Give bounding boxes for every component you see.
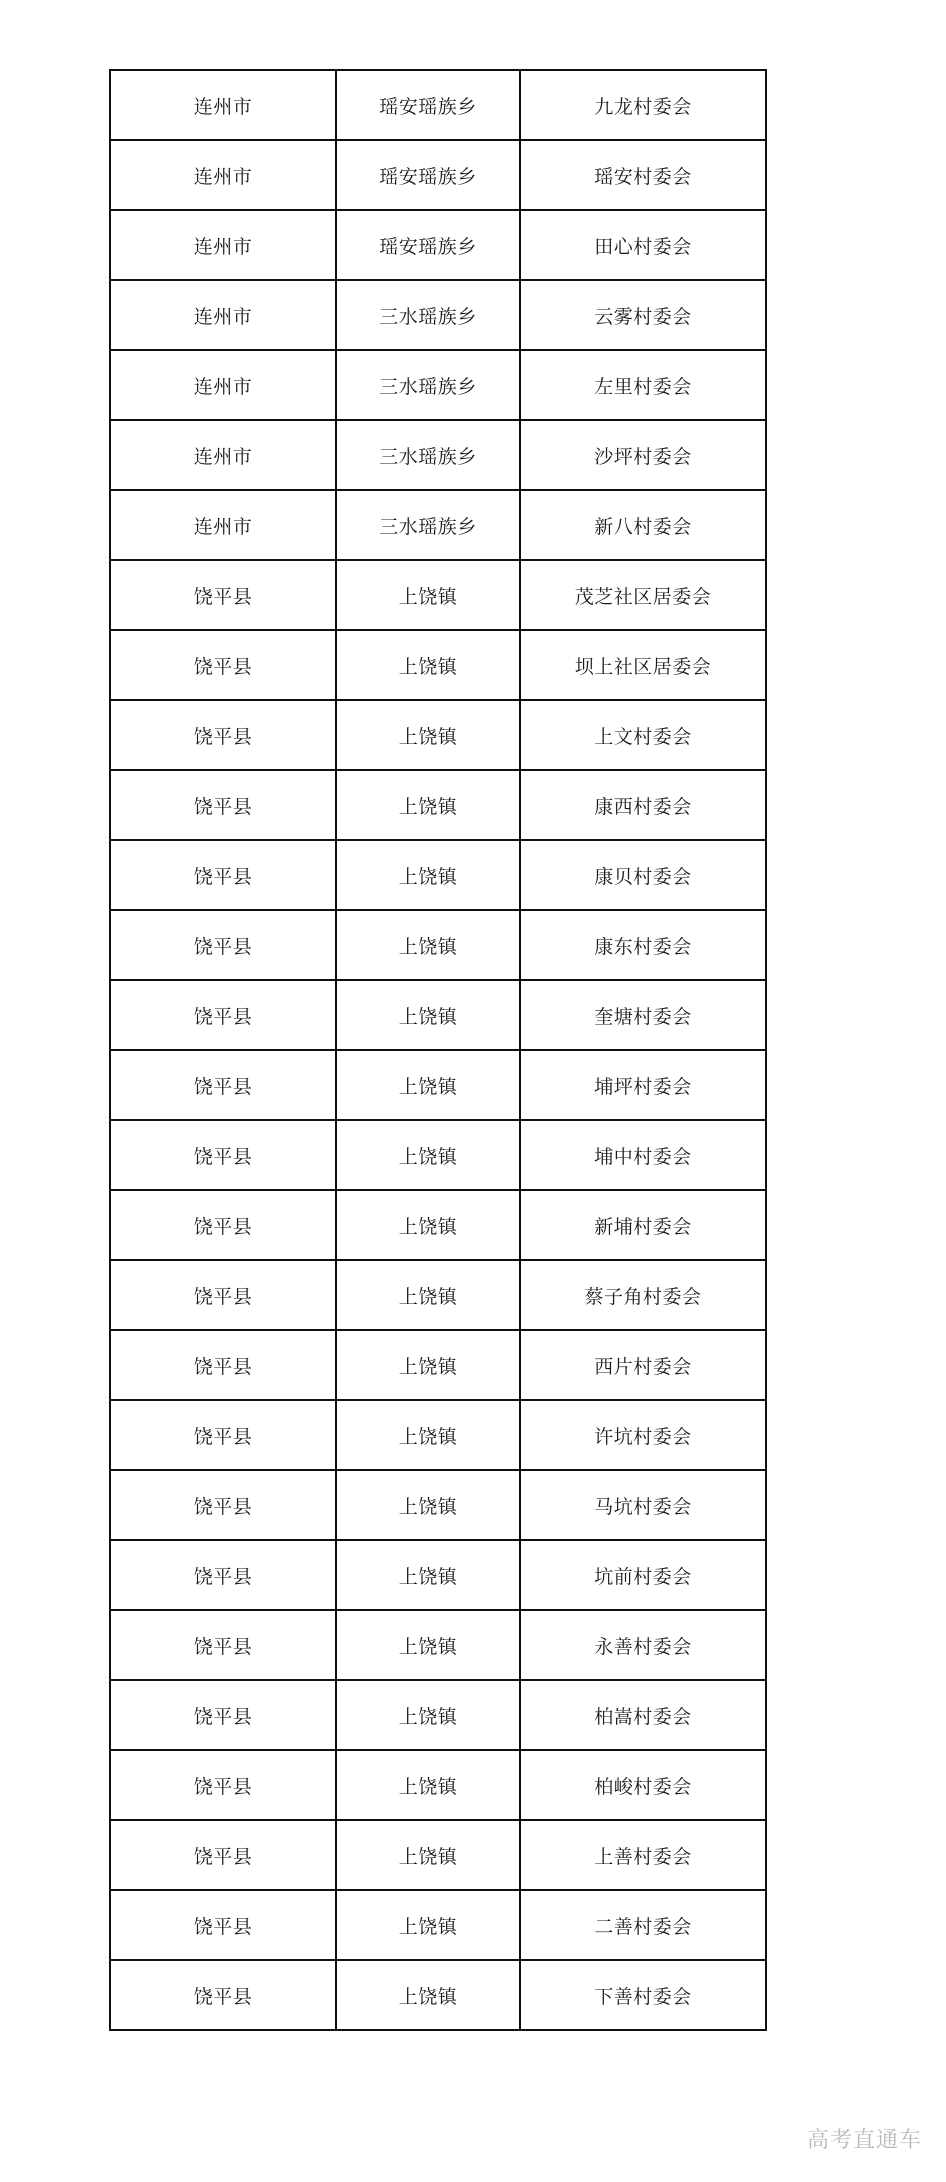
town-cell: 三水瑶族乡	[336, 350, 520, 420]
table-row	[110, 1400, 766, 1470]
town-cell: 上饶镇	[336, 1400, 520, 1470]
committee-cell: 上文村委会	[520, 700, 766, 770]
table-row	[110, 980, 766, 1050]
committee-cell: 柏峻村委会	[520, 1750, 766, 1820]
city-cell: 饶平县	[110, 1960, 336, 2030]
committee-cell: 马坑村委会	[520, 1470, 766, 1540]
city-cell: 饶平县	[110, 1890, 336, 1960]
city-cell: 饶平县	[110, 840, 336, 910]
committee-cell: 左里村委会	[520, 350, 766, 420]
town-cell: 瑶安瑶族乡	[336, 210, 520, 280]
committee-cell: 茂芝社区居委会	[520, 560, 766, 630]
town-cell: 上饶镇	[336, 1820, 520, 1890]
committee-cell: 埔中村委会	[520, 1120, 766, 1190]
table-row	[110, 1960, 766, 2030]
town-cell: 上饶镇	[336, 770, 520, 840]
city-cell: 饶平县	[110, 770, 336, 840]
table-body	[110, 70, 766, 2030]
table-row	[110, 700, 766, 770]
committee-cell: 下善村委会	[520, 1960, 766, 2030]
table-row	[110, 210, 766, 280]
table-row	[110, 1120, 766, 1190]
committee-cell: 柏嵩村委会	[520, 1680, 766, 1750]
committee-table	[109, 69, 767, 2031]
table-row	[110, 770, 766, 840]
table-row	[110, 1820, 766, 1890]
table-row	[110, 1610, 766, 1680]
city-cell: 饶平县	[110, 1680, 336, 1750]
table-row	[110, 1890, 766, 1960]
town-cell: 上饶镇	[336, 1540, 520, 1610]
town-cell: 上饶镇	[336, 1750, 520, 1820]
committee-cell: 埔坪村委会	[520, 1050, 766, 1120]
committee-cell: 奎塘村委会	[520, 980, 766, 1050]
town-cell: 上饶镇	[336, 840, 520, 910]
city-cell: 饶平县	[110, 1120, 336, 1190]
town-cell: 瑶安瑶族乡	[336, 140, 520, 210]
city-cell: 饶平县	[110, 1820, 336, 1890]
table-row	[110, 910, 766, 980]
town-cell: 三水瑶族乡	[336, 490, 520, 560]
committee-cell: 上善村委会	[520, 1820, 766, 1890]
city-cell: 连州市	[110, 420, 336, 490]
table-row	[110, 1330, 766, 1400]
committee-cell: 坑前村委会	[520, 1540, 766, 1610]
table-row	[110, 1190, 766, 1260]
town-cell: 上饶镇	[336, 630, 520, 700]
table-row	[110, 1470, 766, 1540]
table-row	[110, 140, 766, 210]
town-cell: 上饶镇	[336, 1330, 520, 1400]
committee-cell: 新埔村委会	[520, 1190, 766, 1260]
city-cell: 饶平县	[110, 910, 336, 980]
city-cell: 连州市	[110, 490, 336, 560]
table-row	[110, 1260, 766, 1330]
town-cell: 上饶镇	[336, 1190, 520, 1260]
table-row	[110, 1750, 766, 1820]
city-cell: 饶平县	[110, 1330, 336, 1400]
city-cell: 饶平县	[110, 630, 336, 700]
committee-cell: 沙坪村委会	[520, 420, 766, 490]
town-cell: 上饶镇	[336, 700, 520, 770]
city-cell: 饶平县	[110, 1050, 336, 1120]
table-row	[110, 560, 766, 630]
city-cell: 饶平县	[110, 1610, 336, 1680]
city-cell: 饶平县	[110, 1750, 336, 1820]
town-cell: 上饶镇	[336, 560, 520, 630]
watermark-text: 高考直通车	[806, 2128, 922, 2153]
city-cell: 连州市	[110, 280, 336, 350]
table-row	[110, 350, 766, 420]
committee-cell: 新八村委会	[520, 490, 766, 560]
committee-cell: 康贝村委会	[520, 840, 766, 910]
committee-cell: 西片村委会	[520, 1330, 766, 1400]
city-cell: 饶平县	[110, 1540, 336, 1610]
table-row	[110, 280, 766, 350]
city-cell: 连州市	[110, 210, 336, 280]
town-cell: 瑶安瑶族乡	[336, 70, 520, 140]
committee-cell: 瑶安村委会	[520, 140, 766, 210]
city-cell: 饶平县	[110, 700, 336, 770]
city-cell: 连州市	[110, 350, 336, 420]
committee-cell: 田心村委会	[520, 210, 766, 280]
table-row	[110, 1680, 766, 1750]
town-cell: 上饶镇	[336, 1470, 520, 1540]
table-row	[110, 420, 766, 490]
city-cell: 饶平县	[110, 1400, 336, 1470]
town-cell: 三水瑶族乡	[336, 280, 520, 350]
table-row	[110, 490, 766, 560]
committee-cell: 云雾村委会	[520, 280, 766, 350]
town-cell: 上饶镇	[336, 1960, 520, 2030]
committee-cell: 九龙村委会	[520, 70, 766, 140]
town-cell: 上饶镇	[336, 1890, 520, 1960]
committee-cell: 二善村委会	[520, 1890, 766, 1960]
town-cell: 上饶镇	[336, 910, 520, 980]
town-cell: 上饶镇	[336, 1610, 520, 1680]
town-cell: 三水瑶族乡	[336, 420, 520, 490]
town-cell: 上饶镇	[336, 1120, 520, 1190]
city-cell: 连州市	[110, 70, 336, 140]
committee-cell: 永善村委会	[520, 1610, 766, 1680]
city-cell: 连州市	[110, 140, 336, 210]
table-row	[110, 630, 766, 700]
table-row	[110, 840, 766, 910]
committee-cell: 坝上社区居委会	[520, 630, 766, 700]
committee-cell: 蔡子角村委会	[520, 1260, 766, 1330]
town-cell: 上饶镇	[336, 1260, 520, 1330]
town-cell: 上饶镇	[336, 1680, 520, 1750]
city-cell: 饶平县	[110, 1470, 336, 1540]
city-cell: 饶平县	[110, 560, 336, 630]
city-cell: 饶平县	[110, 1190, 336, 1260]
table-row	[110, 70, 766, 140]
table-row	[110, 1540, 766, 1610]
town-cell: 上饶镇	[336, 1050, 520, 1120]
city-cell: 饶平县	[110, 1260, 336, 1330]
table-row	[110, 1050, 766, 1120]
committee-cell: 康西村委会	[520, 770, 766, 840]
town-cell: 上饶镇	[336, 980, 520, 1050]
committee-cell: 许坑村委会	[520, 1400, 766, 1470]
city-cell: 饶平县	[110, 980, 336, 1050]
committee-cell: 康东村委会	[520, 910, 766, 980]
